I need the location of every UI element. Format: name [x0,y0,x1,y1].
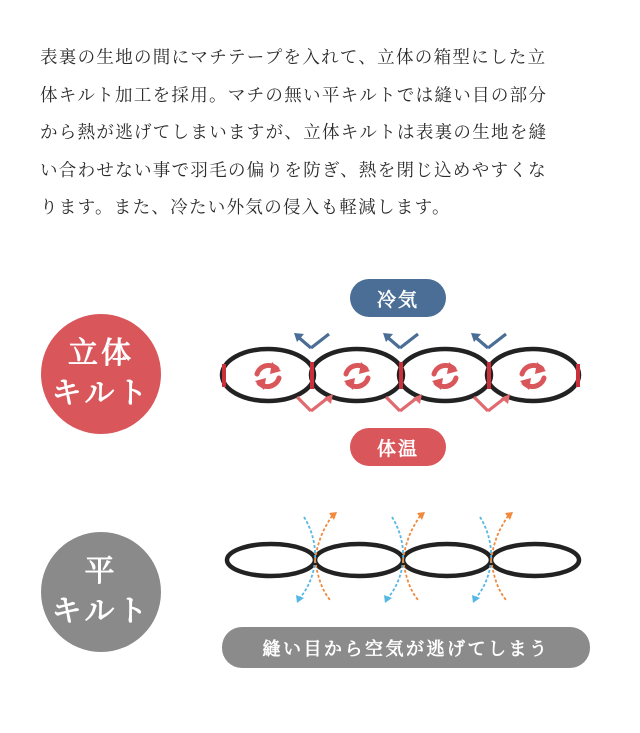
cold-entry-arrow-icon [384,595,392,603]
cold-entry-arrow-icon [472,595,480,603]
flat-quilt-illustration [227,512,579,603]
badge-line: キルト [51,376,151,411]
intro-line: 表裏の生地の間にマチテープを入れて、立体の箱型にした立 [40,48,547,68]
arrow-in-icon [294,333,329,348]
arrow-in-icon [383,333,418,348]
circular-arrows-icon [255,362,281,390]
cold-entry-arrow-icon [296,595,304,603]
intro-line: ります。また、冷たい外気の侵入も軽減します。 [40,198,451,219]
quilt-cell [487,349,579,401]
quilt-cell [403,544,491,576]
quilt-cell [315,544,403,576]
quilt-cell [491,544,579,576]
arrow-out-icon [474,394,510,411]
quilt-cell [311,349,403,401]
body-heat-label: 体温 [350,428,446,466]
arrow-out-icon [386,394,422,411]
rittai-quilt-illustration [222,333,579,411]
quilt-cell [222,349,314,401]
circular-arrows-icon [344,362,370,390]
quilt-cell [227,544,315,576]
badge-line: キルト [51,594,151,629]
flat-quilt-caption: 縫い目から空気が逃げてしまう [222,627,590,668]
circular-arrows-icon [432,362,458,390]
intro-line: から熱が逃げてしまいますが、立体キルトは表裏の生地を縫 [40,123,548,144]
arrow-out-icon [297,394,333,411]
cold-air-label: 冷気 [350,279,446,317]
intro-line: い合わせない事で羽毛の偏りを防ぎ、熱を閉じ込めやすくな [40,160,547,181]
heat-escape-arrow-icon [505,512,513,520]
circular-arrows-icon [520,362,546,390]
badge-line: 平 [84,554,118,589]
badge-line: 立体 [68,336,134,371]
heat-escape-arrow-icon [329,512,337,520]
heat-escape-arrow-icon [417,512,425,520]
arrow-in-icon [471,333,506,348]
intro-line: 体キルト加工を採用。マチの無い平キルトでは縫い目の部分 [40,85,548,106]
quilt-cell [399,349,491,401]
